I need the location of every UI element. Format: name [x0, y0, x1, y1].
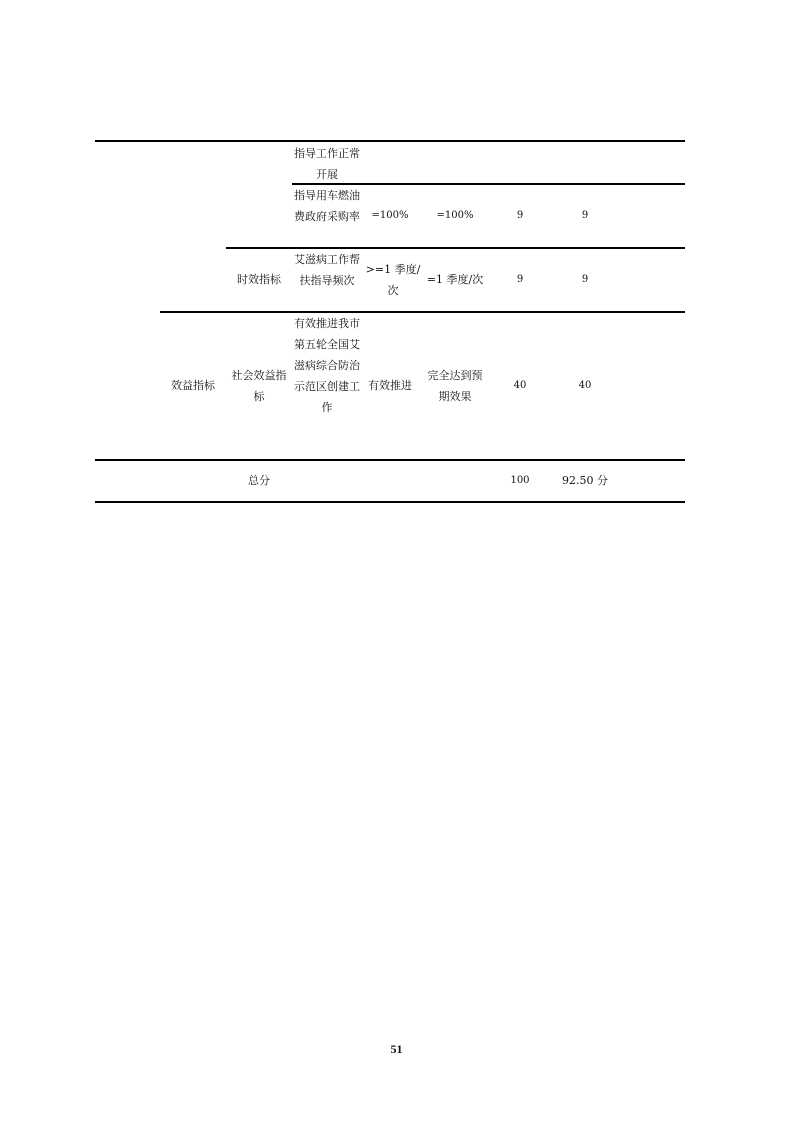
target-value: 有效推进 — [368, 379, 412, 392]
level2-indicator: 时效指标 — [237, 273, 281, 286]
level2-indicator: 社会效益指标 — [231, 369, 287, 403]
weight-value: 9 — [516, 210, 524, 221]
indicator-cell: 指导工作正常开展 — [294, 147, 360, 181]
indicator-cell: 艾滋病工作帮扶指导频次 — [294, 253, 360, 287]
page-number: 51 — [390, 1042, 403, 1056]
indicator-cell: 指导用车燃油费政府采购率 — [294, 189, 360, 223]
actual-value: =1 季度/次 — [426, 273, 484, 286]
score-value: 40 — [578, 380, 592, 391]
score-value: 9 — [581, 274, 589, 285]
weight-value: 9 — [516, 274, 524, 285]
target-value: >=1 季度/次 — [365, 263, 421, 297]
target-value: =100% — [371, 210, 409, 221]
total-score: 92.50 分 — [562, 474, 608, 487]
table-bottom-rule — [95, 501, 685, 503]
table-top-rule — [95, 140, 685, 142]
total-label: 总分 — [248, 474, 270, 487]
indicator-cell: 有效推进我市第五轮全国艾滋病综合防治示范区创建工作 — [294, 317, 360, 414]
table-divider — [95, 459, 685, 461]
row-divider — [160, 311, 685, 313]
actual-value: =100% — [436, 210, 474, 221]
actual-value: 完全达到预期效果 — [427, 369, 483, 403]
level1-indicator: 效益指标 — [171, 379, 215, 392]
weight-value: 40 — [513, 380, 527, 391]
score-value: 9 — [581, 210, 589, 221]
total-weight: 100 — [510, 475, 530, 486]
